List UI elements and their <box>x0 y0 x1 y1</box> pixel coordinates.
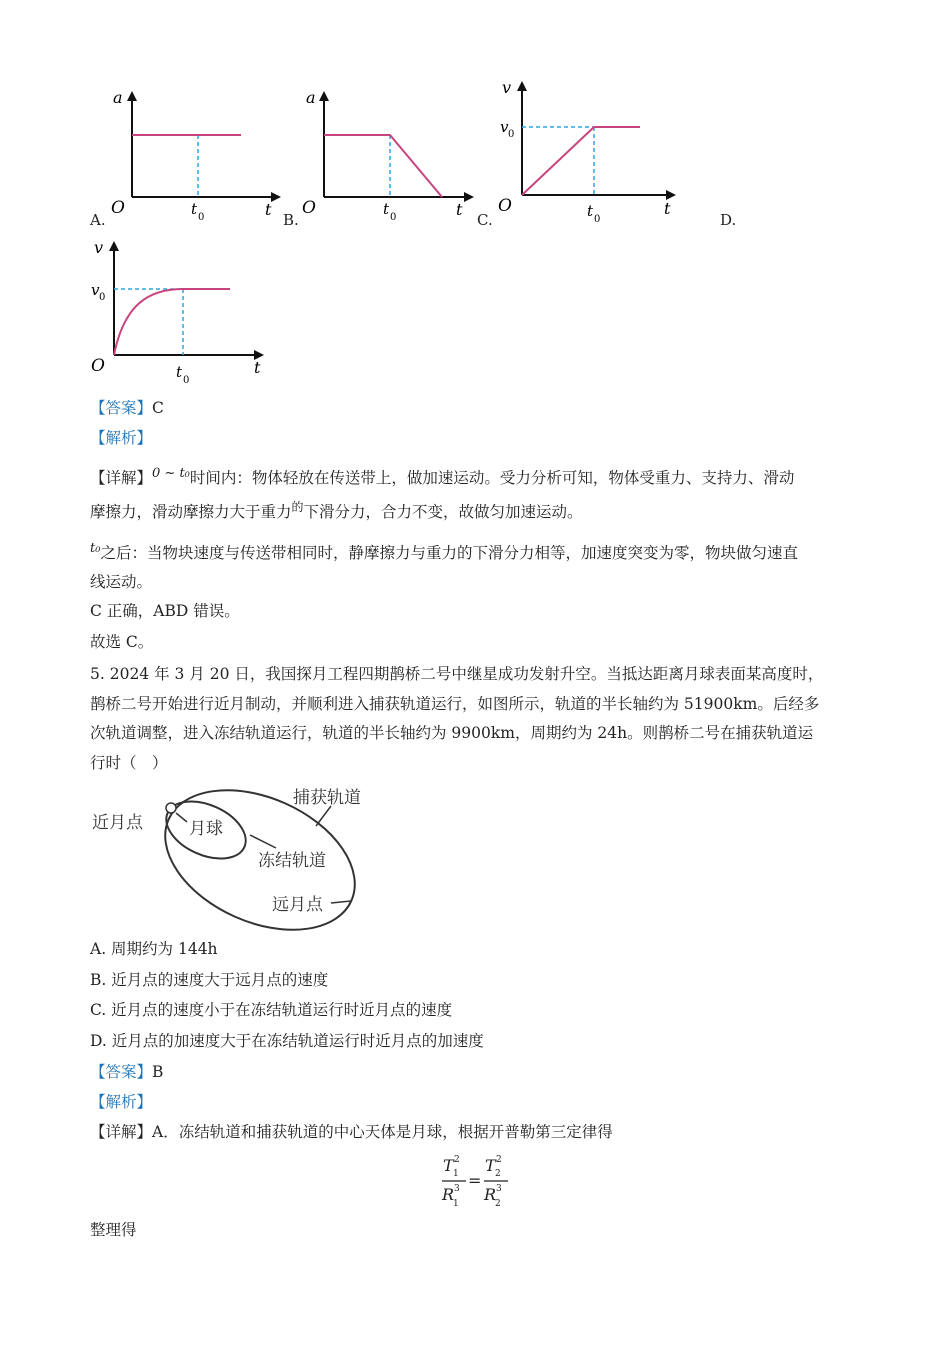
v0-label: v <box>91 281 100 299</box>
interval-expr: 0 ~ t₀ <box>152 466 190 481</box>
detail-text: 摩擦力，滑动摩擦力大于重力 <box>90 503 292 521</box>
q5-stem-line2: 鹊桥二号开始进行近月制动，并顺利进入捕获轨道运行，如图所示，轨道的半长轴约为 51900km。后经多 <box>90 695 820 713</box>
q4-after-line2: 线运动。 <box>90 573 153 591</box>
graph-b-curve <box>324 135 442 197</box>
graph-label-d: D. <box>720 211 737 229</box>
graph-label-a: A. <box>90 211 106 229</box>
detail-tag: 【详解】 <box>90 1123 153 1141</box>
apolune-label: 远月点 <box>272 895 323 915</box>
graph-d-curve <box>114 289 230 355</box>
q5-option-a: A. 周期约为 144h <box>90 940 218 958</box>
q5-option-b: B. 近月点的速度大于远月点的速度 <box>90 971 329 989</box>
q5-option-c: C. 近月点的速度小于在冻结轨道运行时近月点的速度 <box>90 1001 453 1019</box>
axis-v-label: v <box>94 238 104 257</box>
axis-t-label: t <box>265 200 272 219</box>
graph-label-c: C. <box>477 211 493 229</box>
graph-c-curve <box>522 127 640 195</box>
t0-label: t <box>587 202 594 220</box>
answer-value: B <box>152 1063 164 1081</box>
formula-sup: 2 <box>496 1155 502 1165</box>
detail-text: 下滑分力，合力不变，故做匀加速运动。 <box>303 503 583 521</box>
q4-conclusion: C 正确，ABD 错误。 <box>90 602 240 620</box>
answer-value: C <box>152 399 164 417</box>
axis-t-label: t <box>456 200 463 219</box>
formula-R1: R <box>442 1185 455 1204</box>
v0-sub: 0 <box>99 292 106 303</box>
q4-analysis-tag: 【解析】 <box>90 429 153 447</box>
graph-b <box>298 85 478 230</box>
q5-option-d: D. 近月点的加速度大于在冻结轨道运行时近月点的加速度 <box>90 1032 484 1050</box>
capture-orbit-label: 捕获轨道 <box>293 788 361 808</box>
formula-R2: R <box>484 1185 497 1204</box>
q5-stem-line4: 行时（ ） <box>90 754 168 772</box>
detail-text: 时间内：物体轻放在传送带上，做加速运动。受力分析可知，物体受重力、支持力、滑动 <box>189 469 795 487</box>
q5-stem-line1: 5. 2024 年 3 月 20 日，我国探月工程四期鹊桥二号中继星成功发射升空。当抵达距离月球表面某高度时， <box>90 665 824 683</box>
moon-label: 月球 <box>189 819 223 839</box>
formula-T2: T <box>485 1156 496 1175</box>
q5-stem-line3: 次轨道调整，进入冻结轨道运行，轨道的半长轴约为 9900km，周期约为 24h。则鹊桥二号在捕获轨道运 <box>90 724 814 742</box>
graph-c <box>492 75 692 230</box>
kepler-formula <box>437 1150 517 1210</box>
moon-circle <box>166 803 176 813</box>
q5-tidy: 整理得 <box>90 1221 137 1239</box>
detail-de: 的 <box>291 500 304 514</box>
graph-d <box>88 235 278 390</box>
detail-tag: 【详解】 <box>90 469 153 487</box>
t0-label: t <box>176 363 183 381</box>
graph-a <box>105 85 285 230</box>
t0-sub: 0 <box>390 212 397 223</box>
t0-sub: 0 <box>183 375 190 386</box>
answer-tag: 【答案】 <box>90 1063 153 1081</box>
axis-a-label: a <box>113 88 123 107</box>
formula-eq: = <box>468 1171 482 1190</box>
v0-label: v <box>500 118 509 136</box>
axis-v-label: v <box>502 78 512 97</box>
formula-sub: 2 <box>495 1169 501 1179</box>
axis-t-label: t <box>254 358 261 377</box>
q5-answer <box>90 1061 163 1083</box>
formula-sub: 1 <box>453 1169 459 1179</box>
formula-T1: T <box>443 1156 454 1175</box>
q4-detail-line2 <box>90 501 583 524</box>
axis-t-label: t <box>664 199 671 218</box>
formula-sup: 3 <box>496 1184 502 1194</box>
formula-sub: 1 <box>453 1199 459 1209</box>
q4-after-line1 <box>90 542 798 566</box>
perilune-label: 近月点 <box>92 813 143 833</box>
q5-detail <box>90 1121 613 1143</box>
formula-sup: 2 <box>454 1155 460 1165</box>
formula-sup: 3 <box>454 1184 460 1194</box>
formula-sub: 2 <box>495 1199 501 1209</box>
t0-sub: 0 <box>198 212 205 223</box>
q5-analysis-tag: 【解析】 <box>90 1093 153 1111</box>
origin-label: O <box>111 198 125 218</box>
after-text: 之后：当物块速度与传送带相同时，静摩擦力与重力的下滑分力相等，加速度突变为零，物块做匀速直 <box>100 544 798 562</box>
t0-label: t <box>383 200 390 218</box>
detail-text: A．冻结轨道和捕获轨道的中心天体是月球，根据开普勒第三定律得 <box>152 1123 613 1141</box>
graph-label-b: B. <box>283 211 299 229</box>
t0-expr: t₀ <box>90 541 101 556</box>
origin-label: O <box>302 198 316 218</box>
origin-label: O <box>498 196 512 216</box>
orbit-diagram <box>88 780 388 935</box>
t0-label: t <box>191 200 198 218</box>
axis-a-label: a <box>306 88 316 107</box>
q4-choose: 故选 C。 <box>90 633 154 651</box>
answer-tag: 【答案】 <box>90 399 153 417</box>
t0-sub: 0 <box>594 214 601 225</box>
v0-sub: 0 <box>508 129 515 140</box>
frozen-orbit-label: 冻结轨道 <box>258 851 326 871</box>
origin-label: O <box>91 356 105 376</box>
q4-answer <box>90 397 164 419</box>
q4-detail-line1 <box>90 467 794 491</box>
